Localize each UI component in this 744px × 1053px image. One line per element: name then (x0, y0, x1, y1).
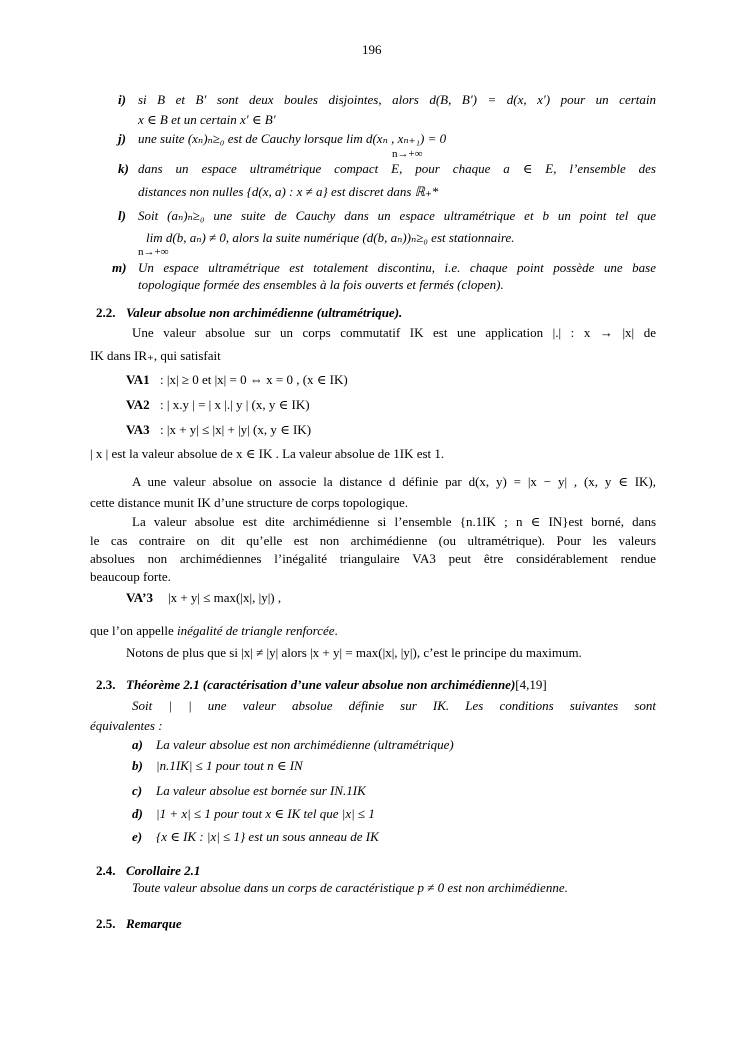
cond-b-text: |n.1IK| ≤ 1 pour tout n ∈ IN (156, 758, 303, 773)
s22-distance-line1: A une valeur absolue on associe la distance d définie par d(x, y) = |x − y| , (x, y ∈ IK), (132, 474, 656, 489)
s22-distance-line2: cette distance munit IK d’une structure de corps topologique. (90, 495, 409, 510)
item-i-label: i) (118, 92, 126, 107)
s22-arch-line1: La valeur absolue est dite archimédienne si l’ensemble {n.1IK ; n ∈ IN}est borné, dans (132, 514, 656, 529)
item-l-line1: Soit (aₙ)ₙ≥₀ une suite de Cauchy dans un espace ultramétrique et b un point tel que (138, 208, 656, 223)
item-k-label: k) (118, 161, 129, 176)
va3-label: VA3 (126, 422, 150, 437)
s23-intro-line2: équivalentes : (90, 718, 163, 733)
s22-arch-line3: absolues non archimédiennes l’inégalité triangulaire VA3 peut être considérablement rendue (90, 551, 656, 566)
cond-e-text: {x ∈ IK : |x| ≤ 1} est un sous anneau de IK (156, 829, 379, 844)
s23-intro-line1: Soit | | une valeur absolue définie sur IK. Les conditions suivantes sont (132, 698, 656, 713)
item-j-limit-sub: n→+∞ (392, 148, 423, 160)
section-2-3-number: 2.3. (96, 677, 116, 692)
va1-label: VA1 (126, 372, 150, 387)
section-2-2-number: 2.2. (96, 305, 116, 320)
s22-after-va: | x | est la valeur absolue de x ∈ IK . La valeur absolue de 1IK est 1. (90, 446, 445, 461)
item-k-line1: dans un espace ultramétrique compact E, pour chaque a ∈ E, l’ensemble des (138, 161, 656, 176)
s22-strong-inequality: que l’on appelle inégalité de triangle renforcée. (90, 623, 338, 638)
s22-intro-line1: Une valeur absolue sur un corps commutatif IK est une application |.| : x → |x| de (132, 325, 656, 340)
section-2-3-title: Théorème 2.1 (caractérisation d’une valeur absolue non archimédienne)[4,19] (126, 677, 547, 692)
va3-prime-formula: |x + y| ≤ max(|x|, |y|) , (168, 590, 282, 605)
va3-prime-label: VA’3 (126, 590, 153, 605)
item-j-label: j) (118, 131, 126, 146)
cond-c-text: La valeur absolue est bornée sur IN.1IK (156, 783, 366, 798)
item-l-limit-sub: n→+∞ (138, 246, 169, 258)
va2-formula: : | x.y | = | x |.| y | (x, y ∈ IK) (160, 397, 310, 412)
item-m-line2: topologique formée des ensembles à la fois ouverts et fermés (clopen). (138, 277, 504, 292)
item-i-line2: x ∈ B et un certain x′ ∈ B′ (138, 112, 276, 127)
item-j-text: une suite (xₙ)ₙ≥₀ est de Cauchy lorsque lim d(xₙ , xₙ₊₁) = 0 (138, 131, 447, 146)
cond-e-label: e) (132, 829, 143, 844)
va2-label: VA2 (126, 397, 150, 412)
va1-formula: : |x| ≥ 0 et |x| = 0 ⇔ x = 0 , (x ∈ IK) (160, 372, 348, 387)
section-2-5-title: Remarque (126, 916, 182, 931)
item-k-line2: distances non nulles {d(x, a) : x ≠ a} est discret dans ℝ₊* (138, 184, 439, 199)
section-2-4-number: 2.4. (96, 863, 116, 878)
section-2-2-title: Valeur absolue non archimédienne (ultramétrique). (126, 305, 403, 320)
cond-c-label: c) (132, 783, 143, 798)
s22-arch-line4: beaucoup forte. (90, 569, 171, 584)
item-m-label: m) (112, 260, 127, 275)
item-i-line1: si B et B′ sont deux boules disjointes, alors d(B, B′) = d(x, x′) pour un certain (138, 92, 656, 107)
cond-d-label: d) (132, 806, 143, 821)
item-l-label: l) (118, 208, 126, 223)
item-l-line2: lim d(b, aₙ) ≠ 0, alors la suite numérique (d(b, aₙ))ₙ≥₀ est stationnaire. (146, 230, 515, 245)
cond-a-label: a) (132, 737, 143, 752)
cond-a-text: La valeur absolue est non archimédienne (ultramétrique) (156, 737, 454, 752)
cond-b-label: b) (132, 758, 143, 773)
s22-maximum-principle: Notons de plus que si |x| ≠ |y| alors |x + y| = max(|x|, |y|), c’est le principe du maximum. (126, 645, 582, 660)
s22-arch-line2: le cas contraire on dit qu’elle est non archimédienne (ou ultramétrique). Pour les valeurs (90, 533, 656, 548)
cond-d-text: |1 + x| ≤ 1 pour tout x ∈ IK tel que |x| ≤ 1 (156, 806, 375, 821)
page-number: 196 (362, 42, 382, 57)
section-2-4-title: Corollaire 2.1 (126, 863, 201, 878)
section-2-5-number: 2.5. (96, 916, 116, 931)
s22-intro-line2: IK dans IR₊, qui satisfait (90, 348, 221, 363)
s24-text: Toute valeur absolue dans un corps de caractéristique p ≠ 0 est non archimédienne. (132, 880, 568, 895)
item-m-line1: Un espace ultramétrique est totalement discontinu, i.e. chaque point possède une base (138, 260, 656, 275)
va3-formula: : |x + y| ≤ |x| + |y| (x, y ∈ IK) (160, 422, 312, 437)
